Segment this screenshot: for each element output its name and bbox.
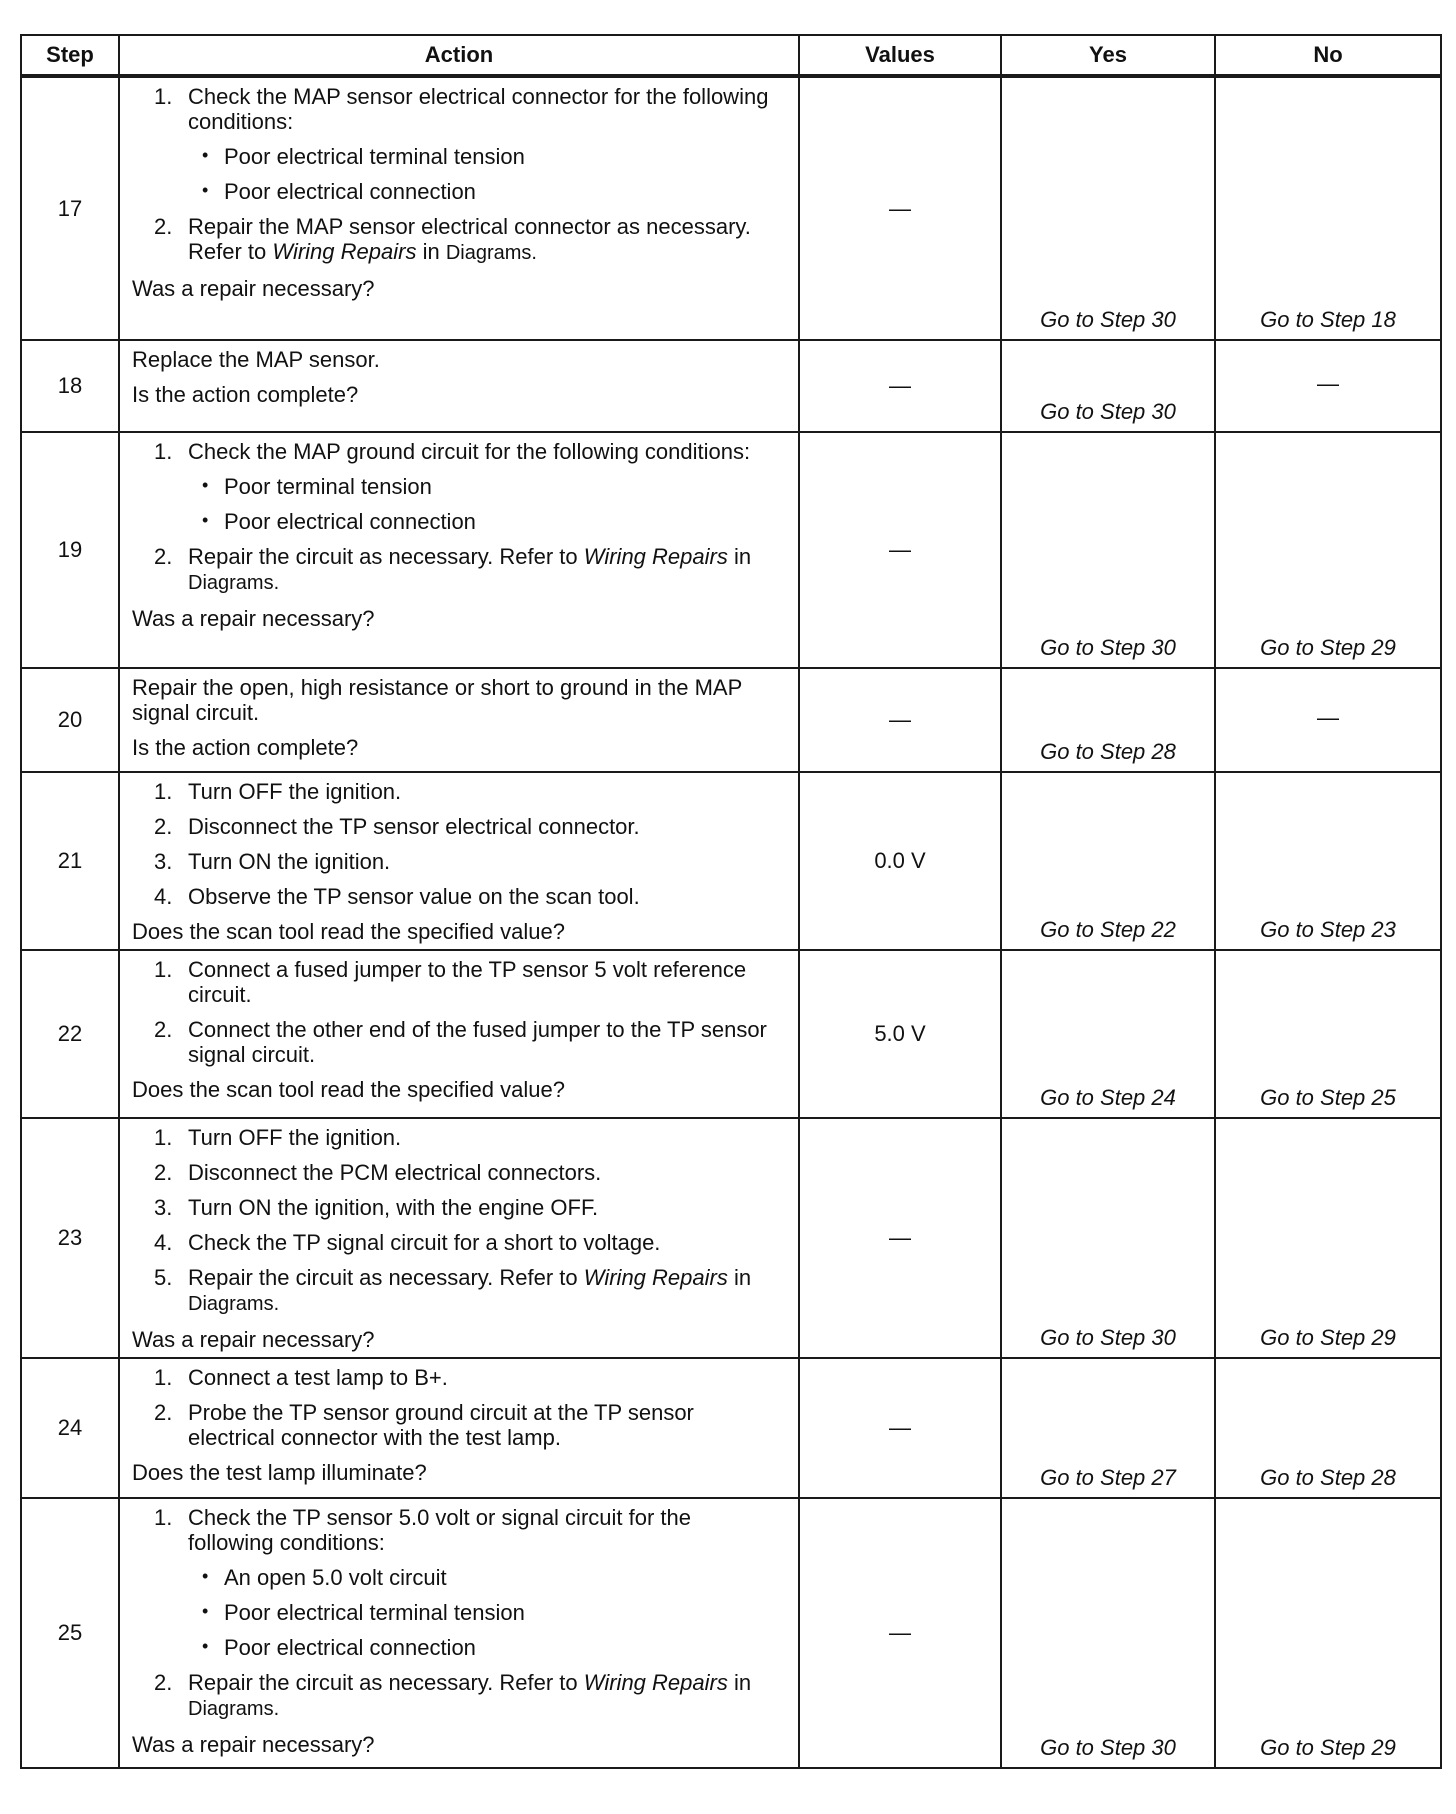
- no-cell: Go to Step 29: [1215, 432, 1441, 668]
- no-cell: Go to Step 18: [1215, 76, 1441, 340]
- table-row: [21, 340, 1441, 432]
- table-row: [21, 950, 1441, 1118]
- action-line: Check the TP sensor 5.0 volt or signal circuit for the following conditions:: [188, 1505, 691, 1555]
- reference-link-text: Wiring Repairs: [272, 239, 417, 264]
- action-line: Disconnect the TP sensor electrical connector.: [188, 814, 640, 839]
- step-number: 22: [21, 950, 119, 1118]
- yes-cell: Go to Step 24: [1001, 950, 1215, 1118]
- header-no: No: [1215, 35, 1441, 76]
- action-text: in: [727, 1265, 752, 1290]
- header-action: Action: [119, 35, 799, 76]
- action-question: Does the test lamp illuminate?: [132, 1460, 427, 1485]
- action-line: Turn OFF the ignition.: [188, 779, 402, 804]
- action-bullet: An open 5.0 volt circuit: [224, 1565, 447, 1590]
- action-question: Is the action complete?: [132, 382, 359, 407]
- table-row: [21, 76, 1441, 340]
- yes-cell: Go to Step 27: [1001, 1358, 1215, 1498]
- yes-cell: Go to Step 30: [1001, 1498, 1215, 1768]
- step-number: 24: [21, 1358, 119, 1498]
- step-number: 21: [21, 772, 119, 950]
- table-row: [21, 1358, 1441, 1498]
- action-line: Connect a fused jumper to the TP sensor 5 volt reference circuit.: [188, 957, 747, 1007]
- action-text: in: [727, 1670, 752, 1695]
- diagnostic-table: [20, 34, 1442, 1769]
- action-bullet: Poor electrical terminal tension: [224, 1600, 525, 1625]
- action-cell: 1. Check the MAP ground circuit for the following conditions: • Poor terminal tension • Poor electrical connection 2. Repair the circuit as necessary. Refer to Wiring Repairs in Diagrams. Was a repair necessary?: [119, 432, 799, 668]
- action-line: Observe the TP sensor value on the scan tool.: [188, 884, 640, 909]
- action-line: Probe the TP sensor ground circuit at the TP sensor electrical connector with the test lamp.: [188, 1400, 694, 1450]
- no-cell: Go to Step 28: [1215, 1358, 1441, 1498]
- value-cell: —: [799, 1498, 1001, 1768]
- reference-section: Diagrams.: [445, 242, 537, 264]
- action-line: Repair the circuit as necessary. Refer to: [188, 544, 584, 569]
- action-cell: 1. Connect a test lamp to B+. 2. Probe the TP sensor ground circuit at the TP sensor electrical connector with the test lamp. Does the test lamp illuminate?: [119, 1358, 799, 1498]
- no-cell: Go to Step 25: [1215, 950, 1441, 1118]
- no-cell: —: [1215, 668, 1441, 772]
- step-number: 17: [21, 76, 119, 340]
- action-line: Connect a test lamp to B+.: [188, 1365, 448, 1390]
- action-line: Turn ON the ignition.: [188, 849, 391, 874]
- reference-link-text: Wiring Repairs: [583, 1670, 728, 1695]
- action-line: Turn OFF the ignition.: [188, 1125, 402, 1150]
- action-line: Check the MAP ground circuit for the following conditions:: [188, 439, 751, 464]
- action-question: Was a repair necessary?: [132, 1327, 375, 1352]
- yes-cell: Go to Step 30: [1001, 340, 1215, 432]
- action-question: Is the action complete?: [132, 735, 359, 760]
- no-cell: Go to Step 23: [1215, 772, 1441, 950]
- value-cell: 0.0 V: [799, 772, 1001, 950]
- value-cell: —: [799, 668, 1001, 772]
- action-text: in: [727, 544, 752, 569]
- value-cell: 5.0 V: [799, 950, 1001, 1118]
- action-line: Disconnect the PCM electrical connectors.: [188, 1160, 602, 1185]
- action-question: Does the scan tool read the specified value?: [132, 919, 565, 944]
- reference-section: Diagrams.: [188, 572, 280, 594]
- action-line: Repair the circuit as necessary. Refer to: [188, 1670, 584, 1695]
- action-text: Replace the MAP sensor.: [132, 347, 380, 372]
- action-bullet: Poor terminal tension: [224, 474, 432, 499]
- action-cell: 1. Turn OFF the ignition. 2. Disconnect the PCM electrical connectors. 3. Turn ON the ignition, with the engine OFF. 4. Check the TP signal circuit for a short to voltage. 5. Repair the circuit as necessary. Refer to Wiring Repairs in Diagrams. Was a repair necessary?: [119, 1118, 799, 1358]
- action-cell: [119, 340, 799, 432]
- action-cell: 1. Turn OFF the ignition. 2. Disconnect the TP sensor electrical connector. 3. Turn ON the ignition. 4. Observe the TP sensor value on the scan tool. Does the scan tool read the specified value?: [119, 772, 799, 950]
- header-row: [21, 35, 1441, 76]
- action-bullet: Poor electrical terminal tension: [224, 144, 525, 169]
- no-cell: Go to Step 29: [1215, 1118, 1441, 1358]
- action-line: Check the TP signal circuit for a short to voltage.: [188, 1230, 661, 1255]
- header-yes: Yes: [1001, 35, 1215, 76]
- table-row: [21, 432, 1441, 668]
- table-row: [21, 668, 1441, 772]
- step-number: 18: [21, 340, 119, 432]
- action-cell: 1. Check the MAP sensor electrical connector for the following conditions: • Poor electrical terminal tension • Poor electrical connection 2. Repair the MAP sensor electrical connector as necessary. Refer to Wiring Repairs in Diagrams. Was a repair necessary?: [119, 76, 799, 340]
- yes-cell: Go to Step 22: [1001, 772, 1215, 950]
- action-text: in: [416, 239, 446, 264]
- table-row: [21, 1498, 1441, 1768]
- action-line: Repair the circuit as necessary. Refer to: [188, 1265, 584, 1290]
- value-cell: —: [799, 76, 1001, 340]
- action-line: Turn ON the ignition, with the engine OFF.: [188, 1195, 599, 1220]
- step-number: 20: [21, 668, 119, 772]
- action-cell: 1. Check the TP sensor 5.0 volt or signal circuit for the following conditions: • An open 5.0 volt circuit • Poor electrical terminal tension • Poor electrical connection 2. Repair the circuit as necessary. Refer to Wiring Repairs in Diagrams. Was a repair necessary?: [119, 1498, 799, 1768]
- value-cell: —: [799, 1118, 1001, 1358]
- action-line: Repair the MAP sensor electrical connector as necessary. Refer to: [188, 214, 751, 264]
- action-cell: 1. Connect a fused jumper to the TP sensor 5 volt reference circuit. 2. Connect the other end of the fused jumper to the TP sensor signal circuit. Does the scan tool read the specified value?: [119, 950, 799, 1118]
- step-number: 19: [21, 432, 119, 668]
- reference-link-text: Wiring Repairs: [583, 544, 728, 569]
- action-line: Connect the other end of the fused jumper to the TP sensor signal circuit.: [188, 1017, 767, 1067]
- value-cell: —: [799, 340, 1001, 432]
- table-row: [21, 772, 1441, 950]
- no-cell: —: [1215, 340, 1441, 432]
- yes-cell: Go to Step 30: [1001, 76, 1215, 340]
- reference-section: Diagrams.: [188, 1698, 280, 1720]
- action-question: Was a repair necessary?: [132, 276, 375, 301]
- no-cell: Go to Step 29: [1215, 1498, 1441, 1768]
- action-line: Check the MAP sensor electrical connector for the following conditions:: [188, 84, 769, 134]
- yes-cell: Go to Step 30: [1001, 432, 1215, 668]
- header-step: Step: [21, 35, 119, 76]
- value-cell: —: [799, 432, 1001, 668]
- yes-cell: Go to Step 28: [1001, 668, 1215, 772]
- action-bullet: Poor electrical connection: [224, 1635, 476, 1660]
- action-question: Was a repair necessary?: [132, 1732, 375, 1757]
- action-cell: [119, 668, 799, 772]
- table-row: [21, 1118, 1441, 1358]
- action-text: Repair the open, high resistance or short to ground in the MAP signal circuit.: [132, 675, 742, 725]
- step-number: 25: [21, 1498, 119, 1768]
- reference-section: Diagrams.: [188, 1293, 280, 1315]
- step-number: 23: [21, 1118, 119, 1358]
- reference-link-text: Wiring Repairs: [583, 1265, 728, 1290]
- action-bullet: Poor electrical connection: [224, 509, 476, 534]
- value-cell: —: [799, 1358, 1001, 1498]
- action-bullet: Poor electrical connection: [224, 179, 476, 204]
- action-question: Does the scan tool read the specified value?: [132, 1077, 565, 1102]
- yes-cell: Go to Step 30: [1001, 1118, 1215, 1358]
- header-values: Values: [799, 35, 1001, 76]
- action-question: Was a repair necessary?: [132, 606, 375, 631]
